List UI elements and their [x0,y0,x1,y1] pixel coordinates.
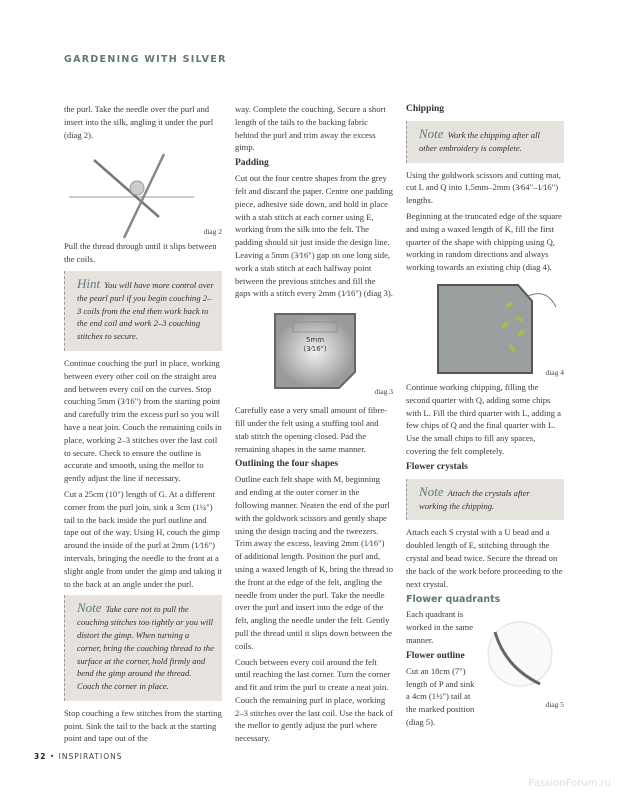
paragraph: Cut out the four centre shapes from the grey felt and discard the paper. Centre one padding piece, adhesive side down, and hold in place with a stab stitch at each corner using E, working from the silk into the felt. The padding should sit just inside the design line. Leaving a 5mm (3⁄16") gap on one long side, work a stab stitch at each halfway point between the previous stitches and fill the gaps with a stitch every 2mm (1⁄16") (diag 3). [235,173,393,299]
paragraph: Couch between every coil around the felt until reaching the last corner. Turn the corner and fit and trim the purl to create a neat join. Couch the remaining purl in place, working 2–3 stitches over the last coil. Use the back of the mellor to gently adjust the purl where necessary. [235,656,393,744]
heading-flower-outline: Flower outline [406,650,465,661]
note-box [64,595,222,701]
gap-label [301,336,329,354]
diagram-4 [406,277,564,381]
gap-label-imperial: (3⁄16") [303,345,327,354]
heading-chipping: Chipping [406,104,445,114]
hint-label: Hint [77,275,101,291]
note-label: Note [419,483,444,499]
separator: • [49,752,56,761]
paragraph: Stop couching a few stitches from the starting point. Sink the tail to the back at the starting point and tape out of the [64,707,222,744]
gap-label-metric: 5mm [305,336,325,345]
note-box [406,479,564,521]
paragraph: Outline each felt shape with M, beginning and ending at the outer corner in the following manner. Neaten the end of the purl with the goldwork scissors and gently shape using the design tracing and the tweezers. Trim away the excess, leaving 2mm (1⁄16") of additional length. Position the purl and, using a waxed length of K, bring the thread to the front at the edge of the felt, angling the needle from under the purl. Take the needle over the purl and insert into the edge of the felt, angling the needle under the felt. Gently pull the thread until it slips down between the coils. [235,474,393,651]
paragraph: Using the goldwork scissors and cutting mat, cut L and Q into 1.5mm–2mm (3⁄64"–1⁄16") lengths. [406,169,561,206]
diagram-caption: diag 4 [545,367,564,377]
diagram-caption: diag 3 [374,387,393,397]
heading-flower-crystals: Flower crystals [406,461,468,472]
watermark: PassionForum.ru [528,778,611,789]
magazine-name: INSPIRATIONS [58,752,123,761]
page-footer [34,752,123,761]
diagram-caption: diag 2 [203,227,222,237]
paragraph: Beginning at the truncated edge of the square and using a waxed length of K, fill the first quarter of the shape with chipping using Q, working in random directions and always working towards an existing chip (diag 4). [406,210,562,273]
section-header: GARDENING WITH SILVER [64,54,227,65]
column-1 [64,103,222,748]
diagram-5 [484,608,564,718]
note-label: Note [419,126,444,141]
paragraph: way. Complete the couching. Secure a short length of the tails to the backing fabric behind the purl and trim away the excess gimp. [235,104,386,153]
paragraph: Cut an 18cm (7") length of P and sink a 4cm (1½") tail at the marked position (diag 5). [406,665,475,727]
paragraph: Each quadrant is worked in the same manner. [406,609,474,645]
paragraph: Continue couching the purl in place, working between every other coil on the straight area and between every coil on the curves. Stop couching 5mm (3⁄16") from the starting point and carefully trim the excess purl so you will have a neat join. Couch the remaining coils in place, working 2–3 stitches over the last coil to secure. Check to ensure the outline is accurate and smooth, using the mellor to gently adjust the line if necessary. [64,357,222,484]
hint-box [64,271,222,351]
hint-text: You will have more control over the pearl purl if you begin couching 2–3 coils from the end then work back to the end coil and work 2–3 couching stitches to secure. [77,279,214,342]
paragraph: Continue working chipping, filling the second quarter with Q, adding some chips with L. Fill the third quarter with L, adding a few chips of Q and the final quarter with L. Use the small chips to fill any spaces, covering the felt completely. [406,381,561,456]
column-3 [406,103,564,732]
chipping-illustration [406,277,564,381]
paragraph: Carefully ease a very small amount of fibre-fill under the felt using a stuffing tool and stab stitch the opening closed. Pad the remaining shapes in the same manner. [235,405,388,454]
diagram-caption: diag 5 [545,700,564,710]
note-label: Note [77,600,102,616]
column-2 [235,103,393,748]
heading-outlining: Outlining the four shapes [235,459,339,470]
note-box [406,121,564,163]
paragraph: Cut a 25cm (10") length of G. At a different corner from the purl join, sink a 3cm (1¼") tail to the back inside the purl outline and tape out of the way. Using H, couch the gimp around the inside of the purl at 2mm (1⁄16") intervals, bringing the needle to the front at a slight angle from under the gimp and taking it to the back at an angle under the purl. [64,488,222,589]
heading-flower-quadrants: Flower quadrants [406,594,501,606]
page-number: 32 [34,752,47,761]
diagram-3 [235,304,393,400]
diagram-2 [64,144,222,240]
note-text: Work the chipping after all other embroidery is complete. [419,130,540,153]
paragraph: Pull the thread through until it slips between the coils. [64,241,217,265]
paragraph: the purl. Take the needle over the purl and insert into the silk, angling it under the purl (diag 2). [64,104,214,140]
paragraph: Attach each S crystal with a U bead and a doubled length of E, stitching through the crystal and bead twice. Secure the thread on the back of the work before proceeding to the next crystal. [406,527,563,589]
heading-padding: Padding [235,158,269,169]
flower-outline-illustration [484,612,556,696]
note-text: Attach the crystals after working the chipping. [419,487,530,511]
note-text: Take care not to pull the couching stitches too tightly or you will distort the gimp. When turning a corner, bring the couching thread to the surface at the corner, hold firmly and bend the gimp around the thread. Couch the corner in place. [77,604,214,692]
needle-illustration [64,144,222,240]
